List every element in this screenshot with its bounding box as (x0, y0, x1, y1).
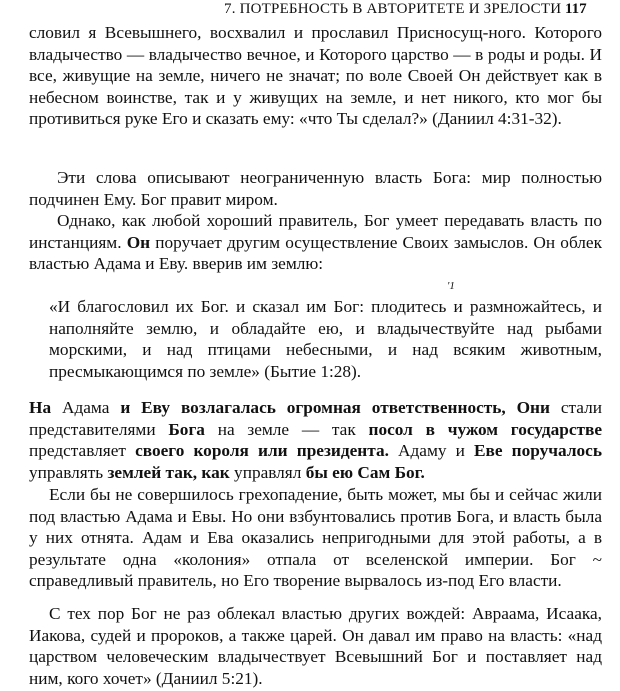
quote-genesis-1-28: «И благословил их Бог. и сказал им Бог: плодитесь и размножайтесь, и наполняйте землю, и обладайте ею, и владычествуйте над рыбами морскими, и над птицами небесными, и над всяким животным, пресмыкающимся по земле» (Бытие 1:28). (49, 297, 602, 381)
bold-run: землей так, как (107, 462, 230, 482)
bold-run: На (29, 398, 52, 417)
paragraph-responsibility (29, 397, 602, 483)
text-run: Однако, как любой хороший правитель, Бог умеет передавать власть по инстанциям. (29, 211, 602, 252)
stray-mark: '1 (447, 280, 455, 292)
text-run: Адама (51, 398, 121, 417)
text-run: управлял (229, 462, 306, 482)
bold-run: Он (126, 232, 151, 252)
text-run: Адаму и (388, 441, 475, 461)
paragraph-fall: Если бы не совершилось грехопадение, быть может, мы бы и сейчас жили под властью Адама и Евы. Но они взбунтовались против Бога, и власть была у них отнята. Адам и Ева оказались непригодными для этой работы, а в результате одна «колония» отпала от вселенской империи. Бог ~ справедливый правитель, но Его творение вырвалось из-под Его власти. (29, 485, 602, 591)
text-run: представляет (29, 441, 136, 461)
paragraph-other-leaders: С тех пор Бог не раз облекал властью других вождей: Авраама, Исаака, Иакова, судей и пророков, а также царей. Он давал им право на власть: «над царством человеческим владычествует Всевышний Бог и поставляет над ним, кого хочет» (Даниил 5:21). (29, 604, 602, 688)
bold-run: бы ею Сам Бог. (305, 462, 425, 482)
quote-daniel-4: словил я Всевышнего, восхвалил и прославил Присносущ-ного. Которого владычество — владычество вечное, и Которого царство — в роды и роды. И все, живущие на земле, ничего не значат; по воле Своей Он действует как в небесном воинстве, так и у живущих на земле, и нет никого, кто мог бы противиться руке Его и сказать ему: «что Ты сделал?» (Даниил 4:31-32). (29, 23, 602, 129)
text-run: управлять (29, 462, 108, 482)
bold-run: посол в чужом государстве (368, 419, 603, 439)
chapter-title: 7. ПОТРЕБНОСТЬ В АВТОРИТЕТЕ И ЗРЕЛОСТИ (224, 1, 562, 17)
page-number: 117 (565, 1, 587, 17)
running-header (0, 0, 620, 22)
bold-run: Еве поручалось (474, 441, 602, 461)
text-run: поручает другим осуществление Своих замыслов. Он облек властью Адама и Еву. вверив им землю: (29, 232, 603, 274)
bold-run: и Еву возлагалась огромная ответственность, Они (120, 398, 550, 417)
text-run: стали представителями (29, 398, 603, 439)
text-run: на земле — так (204, 419, 369, 439)
bold-run: своего короля или президента. (135, 441, 389, 461)
paragraph-delegation (29, 210, 602, 275)
paragraph-unlimited-power: Эти слова описывают неограниченную власть Бога: мир полностью подчинен Ему. Бог правит миром. (29, 168, 602, 209)
bold-run: Бога (168, 419, 205, 439)
